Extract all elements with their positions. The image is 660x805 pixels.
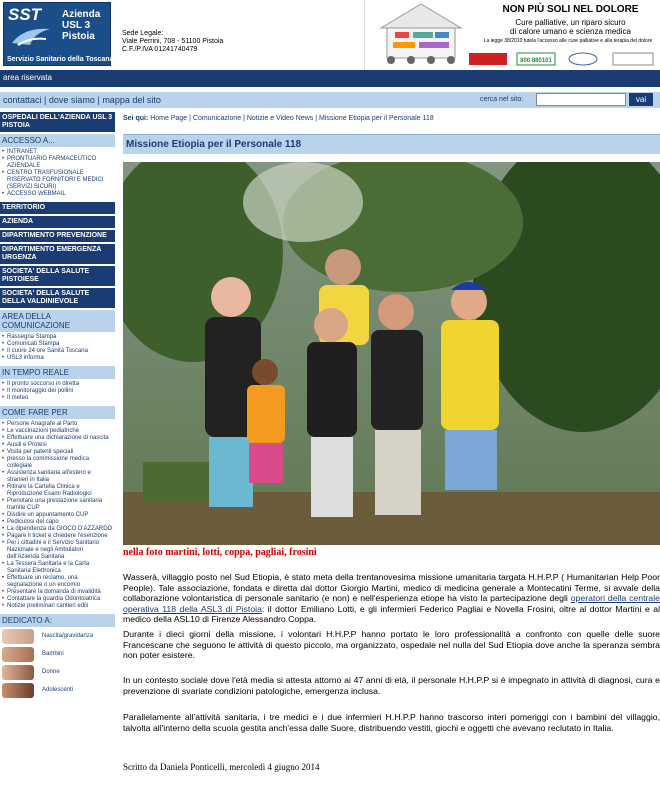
come-list [0,421,115,610]
legal-info [122,30,223,54]
paragraph: Parallelamente all'attività sanitaria, i tre medici e i due infermieri H.H.P.P hanno trascorso interi pomeriggi con i bambini del villaggio, talvolta all'interno della scuola gestita anch'essa dalle Suore, distribuendo vestiti, giochi e oggetti che avevano reclutato in Italia. [123,712,660,733]
list-item[interactable]: • Contattare la guardia Odontoiatrica [2,596,113,603]
list-item[interactable]: • Visita per patenti speciali [2,449,113,456]
dedicato-item[interactable] [0,683,115,698]
utility-bar [0,92,660,108]
list-item[interactable]: • Ausili e Protesi [2,442,113,449]
list-item[interactable]: • Per i cittadini e il Servizio Sanitario Nazionale e negli Ambulatori dell'Azienda Sanitaria [2,540,113,561]
sitemap-link[interactable]: mappa del sito [102,95,161,105]
separator: | [44,95,47,105]
children-photo [2,647,34,662]
list-item[interactable]: • Persone Anagrafe al Parto [2,421,113,428]
section-accesso: ACCESSO A... [0,134,115,147]
list-item[interactable]: • Notizie preliminari cantieri edili [2,603,113,610]
centrale-operativa-link[interactable]: operatori della centrale operativa 118 della ASL3 di Pistoia [123,593,660,614]
list-item[interactable]: • USL3 informa [2,355,113,362]
breadcrumb-path[interactable]: Home Page | Comunicazione | Notizie e Video News | Missione Etiopia per il Personale 118 [150,115,434,122]
pregnancy-photo [2,629,34,644]
sidebar-item-prevenzione[interactable]: DIPARTIMENTO PREVENZIONE [0,230,115,242]
sidebar-item-azienda[interactable]: AZIENDA [0,216,115,228]
sidebar-item-hospitals[interactable]: OSPEDALI DELL'AZIENDA USL 3 PISTOIA [0,112,115,132]
dedicato-label: Donne [42,669,60,675]
site-header [0,0,660,70]
logo-line3: Pistoia [62,31,95,42]
logo-line1: Azienda [62,9,101,20]
house-illustration-icon [371,2,471,66]
title-bar [123,134,660,154]
list-item[interactable]: • ACCESSO WEBMAIL [2,191,113,198]
legal-line3: C.F./P.IVA 01241740479 [122,46,198,53]
main-content [123,112,660,805]
breadcrumb-label: Sei qui: [123,115,149,122]
list-item[interactable]: • Pediculosi del capo [2,519,113,526]
paragraph [123,572,660,625]
legal-line1: Sede Legale: [122,30,164,37]
list-item[interactable]: • La Tessera Sanitaria e la Carta Sanitaria Elettronica [2,561,113,575]
logo-sst: SST [8,5,42,24]
sidebar-item-emergenza[interactable]: DIPARTIMENTO EMERGENZA URGENZA [0,244,115,264]
utility-links [3,95,161,105]
paragraph-text: Wasserà, villaggio posto nel Sud Etiopia, è stato meta della trentanovesima missione umanitaria targata H.H.P.P ( Humanitarian Help Poor People). Tale associazione, fondata e diretta dal dottor Giorgio Martini, medico di medicina generale a Montecatini Terme, si avvale della collaborazione volontaristica di personale sanitario (e non) e nell'esperienza etiope ha visto la partecipazione degli [123,572,660,604]
list-item[interactable]: • Prenotare una prestazione sanitaria tramite CUP [2,498,113,512]
author-line: Scritto da Daniela Ponticelli, mercoledì 4 giugno 2014 [123,762,320,772]
dove-logo-icon [10,23,52,49]
dedicato-label: Bambini [42,651,64,657]
dedicato-label: Adolescenti [42,687,74,693]
banner-subtitle [483,18,658,36]
list-item[interactable]: • Disdire un appuntamento CUP [2,512,113,519]
list-item[interactable]: • Il monitoraggio dei pollini [2,388,113,395]
dedicato-item[interactable] [0,629,115,644]
sidebar-item-territorio[interactable]: TERRITORIO [0,202,115,214]
page-title: Missione Etiopia per il Personale 118 [126,139,302,150]
campaign-banner[interactable] [364,0,660,70]
list-item[interactable]: • INTRANET [2,149,113,156]
banner-law: La legge 38/2010 tutela l'accesso alle cure palliative e alla terapia del dolore [483,38,653,44]
logo-text [62,9,110,42]
logo-service: Servizio Sanitario della Toscana [7,56,114,63]
dedicato-label: Nascita/gravidanza [42,633,94,639]
where-link[interactable]: dove siamo [48,95,95,105]
list-item[interactable]: • Effettuare una dichiarazione di nascita [2,435,113,442]
list-item[interactable]: • CENTRO TRASFUSIONALE RISERVATO FORNITORI E MEDICI (SERVIZI SICURI) [2,170,113,191]
search-label: cerca nel sito: [480,96,524,103]
legal-line2: Viale Perrini, 708 - 51100 Pistoia [122,38,224,45]
list-item[interactable]: • Le vaccinazioni pediatriche [2,428,113,435]
sidebar-item-sds-pistoiese[interactable]: SOCIETA' DELLA SALUTE PISTOIESE [0,266,115,286]
reserved-area-link[interactable]: area riservata [3,73,52,82]
list-item[interactable]: • Rassegna Stampa [2,334,113,341]
section-tempo-reale: IN TEMPO REALE [0,366,115,379]
list-item[interactable]: • Il pronto soccorso in diretta [2,381,113,388]
search-input[interactable] [536,93,626,106]
asl-logo[interactable] [3,2,114,66]
accesso-list [0,149,115,198]
list-item[interactable]: • Ritirare la Cartella Clinica e Riproduzione Esami Radiologici [2,484,113,498]
top-bar [0,70,660,87]
logo-line2: USL 3 [62,20,91,31]
section-come-fare: COME FARE PER [0,406,115,419]
paragraph: In un contesto sociale dove l'età media si attesta attorno ai 47 anni di età, il personale H.H.P.P si è impegnato in attività di diagnosi, cura e prevenzione di svariate condizioni patologiche, emergenza inclusa. [123,675,660,696]
separator: | [97,95,100,105]
search-button[interactable]: vai [629,93,653,106]
list-item[interactable]: • Effettuare un reclamo, una segnalazione o un encomio [2,575,113,589]
contact-link[interactable]: contattaci [3,95,42,105]
banner-title: NON PIÙ SOLI NEL DOLORE [502,4,639,15]
list-item[interactable]: • Il cuore 24 ore Sanità Toscana [2,348,113,355]
list-item[interactable]: • presso la commissione medica collegiale [2,456,113,470]
list-item[interactable]: • Presentare la domanda di invalidità [2,589,113,596]
list-item[interactable]: • Assistenza sanitaria all'estero e stranieri in Italia [2,470,113,484]
sidebar-item-sds-valdinievole[interactable]: SOCIETA' DELLA SALUTE DELLA VALDINIEVOLE [0,288,115,308]
list-item[interactable]: • PRONTUARIO FARMACEUTICO AZIENDALE [2,156,113,170]
paragraph-text: : il dottor Emiliano Lotti, e gli infermieri Federico Pagliai e Novella Frosini, oltre al dottor Martini e al medico della ASL10 di Firenze Alessandro Coppa. [123,603,660,625]
list-item[interactable]: • Comunicati Stampa [2,341,113,348]
women-photo [2,665,34,680]
section-comunicazione: AREA DELLA COMUNICAZIONE [0,310,115,332]
paragraph: Durante i dieci giorni della missione, i volontari H.H.P.P hanno portato le loro professionalità a confronto con quelle delle suore Francescane che seguono le attività di questo piccolo, ma organizzato, ospedale nel nulla del Sud Etiopia dove anche la speranza sembra non poter esistere. [123,629,660,661]
tempo-list [0,381,115,402]
photo-caption: nella foto martini, lotti, coppa, pagliai, frosini [123,547,317,558]
dedicato-item[interactable] [0,665,115,680]
list-item[interactable]: • Il meteo [2,395,113,402]
list-item[interactable]: • Pagare il ticket e chiedere l'esenzione [2,533,113,540]
mission-photo [123,162,660,545]
teens-photo [2,683,34,698]
list-item[interactable]: • La dipendenza da GIOCO D'AZZARDO [2,526,113,533]
comunicazione-list [0,334,115,362]
banner-sub2: di calore umano e scienza medica [510,27,631,36]
sidebar [0,112,115,805]
section-dedicato: DEDICATO A: [0,614,115,627]
sponsor-logos-icon [465,50,660,68]
dedicato-item[interactable] [0,647,115,662]
svg-text:800 880101: 800 880101 [520,58,552,64]
breadcrumb [123,115,434,122]
banner-sub1: Cure palliative, un riparo sicuro [515,18,626,27]
